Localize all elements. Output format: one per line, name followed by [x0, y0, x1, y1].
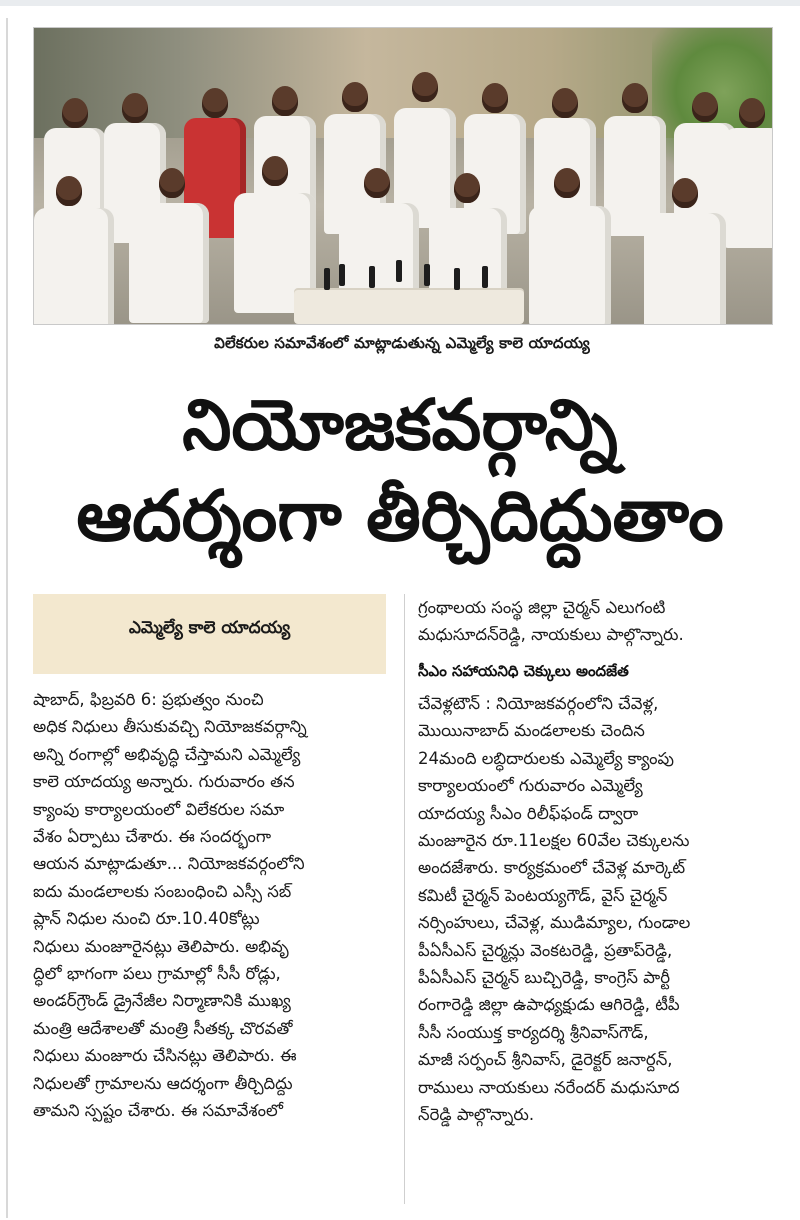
text-line: వేశం ఏర్పాటు చేశారు. ఈ సందర్భంగా — [33, 827, 272, 847]
column-divider — [404, 594, 405, 1204]
text-line: మాజీ సర్పంచ్ శ్రీనివాస్, డైరెక్టర్ జనార్దన్, — [418, 1050, 673, 1070]
press-meet-photo — [33, 27, 773, 325]
text-line: సీసీ సంయుక్త కార్యదర్శి శ్రీనివాస్‌గౌడ్, — [418, 1022, 649, 1042]
text-line: నర్సింహులు, చేవెళ్ల, ముడిమ్యాల, గుండాల — [418, 913, 691, 933]
text-line: నిధులు మంజూరు చేసినట్లు తెలిపారు. ఈ — [33, 1046, 297, 1066]
top-strip — [0, 0, 800, 6]
text-line: ఆయన మాట్లాడుతూ... నియోజకవర్గంలోని — [33, 854, 305, 874]
text-line: క్యాంపు కార్యాలయంలో విలేకరుల సమా — [33, 799, 285, 819]
text-line: అందజేశారు. కార్యక్రమంలో చేవెళ్ల మార్కెట్ — [418, 858, 686, 878]
text-line: 24మంది లబ్ధిదారులకు ఎమ్మెల్యే క్యాంపు — [418, 748, 674, 768]
headline-line-2: ఆదర్శంగా తీర్చిదిద్దుతాం — [76, 475, 724, 557]
text-line: మొయినాబాద్ మండలాలకు చెందిన — [418, 721, 645, 741]
text-line: అధిక నిధులు తీసుకువచ్చి నియోజకవర్గాన్ని — [33, 717, 307, 737]
text-line: కాలె యాదయ్య అన్నారు. గురువారం తన — [33, 772, 295, 792]
text-line: మంత్రి ఆదేశాలతో మంత్రి సీతక్క చొరవతో — [33, 1018, 293, 1038]
left-column-text — [33, 686, 391, 1125]
text-line: షాబాద్, ఫిబ్రవరి 6: ప్రభుత్వం నుంచి — [33, 690, 264, 709]
text-line: పీఏసీఎస్ చైర్మన్ బుచ్చిరెడ్డి, కాంగ్రెస్ పార్టీ — [418, 968, 670, 988]
right-column-lead-text — [418, 594, 776, 649]
headline-line-1: నియోజకవర్గాన్ని — [182, 384, 618, 466]
text-line: కార్యాలయంలో గురువారం ఎమ్మెల్యే — [418, 776, 643, 796]
text-line: నిధులతో గ్రామాలను ఆదర్శంగా తీర్చిదిద్దు — [33, 1073, 293, 1093]
text-line: న్‌రెడ్డి పాల్గొన్నారు. — [418, 1105, 535, 1125]
text-line: నిధులు మంజూరైనట్లు తెలిపారు. అభివృ — [33, 936, 289, 956]
text-line: పీఏసీఎస్ చైర్మన్లు వెంకటరెడ్డి, ప్రతాప్‌రెడ్డి, — [418, 940, 673, 960]
text-line: ద్ధిలో భాగంగా పలు గ్రామాల్లో సీసీ రోడ్లు, — [33, 964, 281, 984]
sub-headline: సీఎం సహాయనిధి చెక్కులు అందజేత — [418, 662, 629, 680]
text-line: గ్రంథాలయ సంస్థ జిల్లా చైర్మన్ ఎలుగంటి — [418, 598, 666, 617]
text-line: ఐదు మండలాలకు సంబంధించి ఎస్సీ సబ్ — [33, 881, 292, 901]
photo-caption: విలేకరుల సమావేశంలో మాట్లాడుతున్న ఎమ్మెల్యే కాలె యాదయ్య — [214, 334, 590, 352]
byline-box — [33, 594, 386, 674]
right-column-text — [418, 690, 776, 1129]
text-line: అన్ని రంగాల్లో అభివృద్ధి చేస్తామని ఎమ్మెల్యే — [33, 744, 301, 764]
text-line: అండర్‌గ్రౌండ్ డ్రైనేజీల నిర్మాణానికి ముఖ్య — [33, 991, 291, 1011]
text-line: తామని స్పష్టం చేశారు. ఈ సమావేశంలో — [33, 1101, 283, 1121]
page-edge-rule — [6, 18, 8, 1218]
byline: ఎమ్మెల్యే కాలె యాదయ్య — [128, 618, 291, 638]
text-line: కమిటీ చైర్మన్ పెంటయ్యగౌడ్, వైస్ చైర్మన్ — [418, 885, 668, 905]
text-line: యాదయ్య సీఎం రిలీఫ్‌ఫండ్ ద్వారా — [418, 803, 639, 823]
text-line: మధుసూదన్‌రెడ్డి, నాయకులు పాల్గొన్నారు. — [418, 625, 684, 645]
text-line: రంగారెడ్డి జిల్లా ఉపాధ్యక్షుడు ఆగిరెడ్డి, టీపీ — [418, 995, 680, 1015]
text-line: ప్లాన్ నిధుల నుంచి రూ.10.40కోట్లు — [33, 909, 260, 929]
text-line: చేవెళ్లటౌన్ : నియోజకవర్గంలోని చేవెళ్ల, — [418, 694, 659, 713]
text-line: మంజూరైన రూ.11లక్షల 60వేల చెక్కులను — [418, 831, 690, 851]
text-line: రాములు నాయకులు నరేందర్ మధుసూద — [418, 1077, 680, 1097]
